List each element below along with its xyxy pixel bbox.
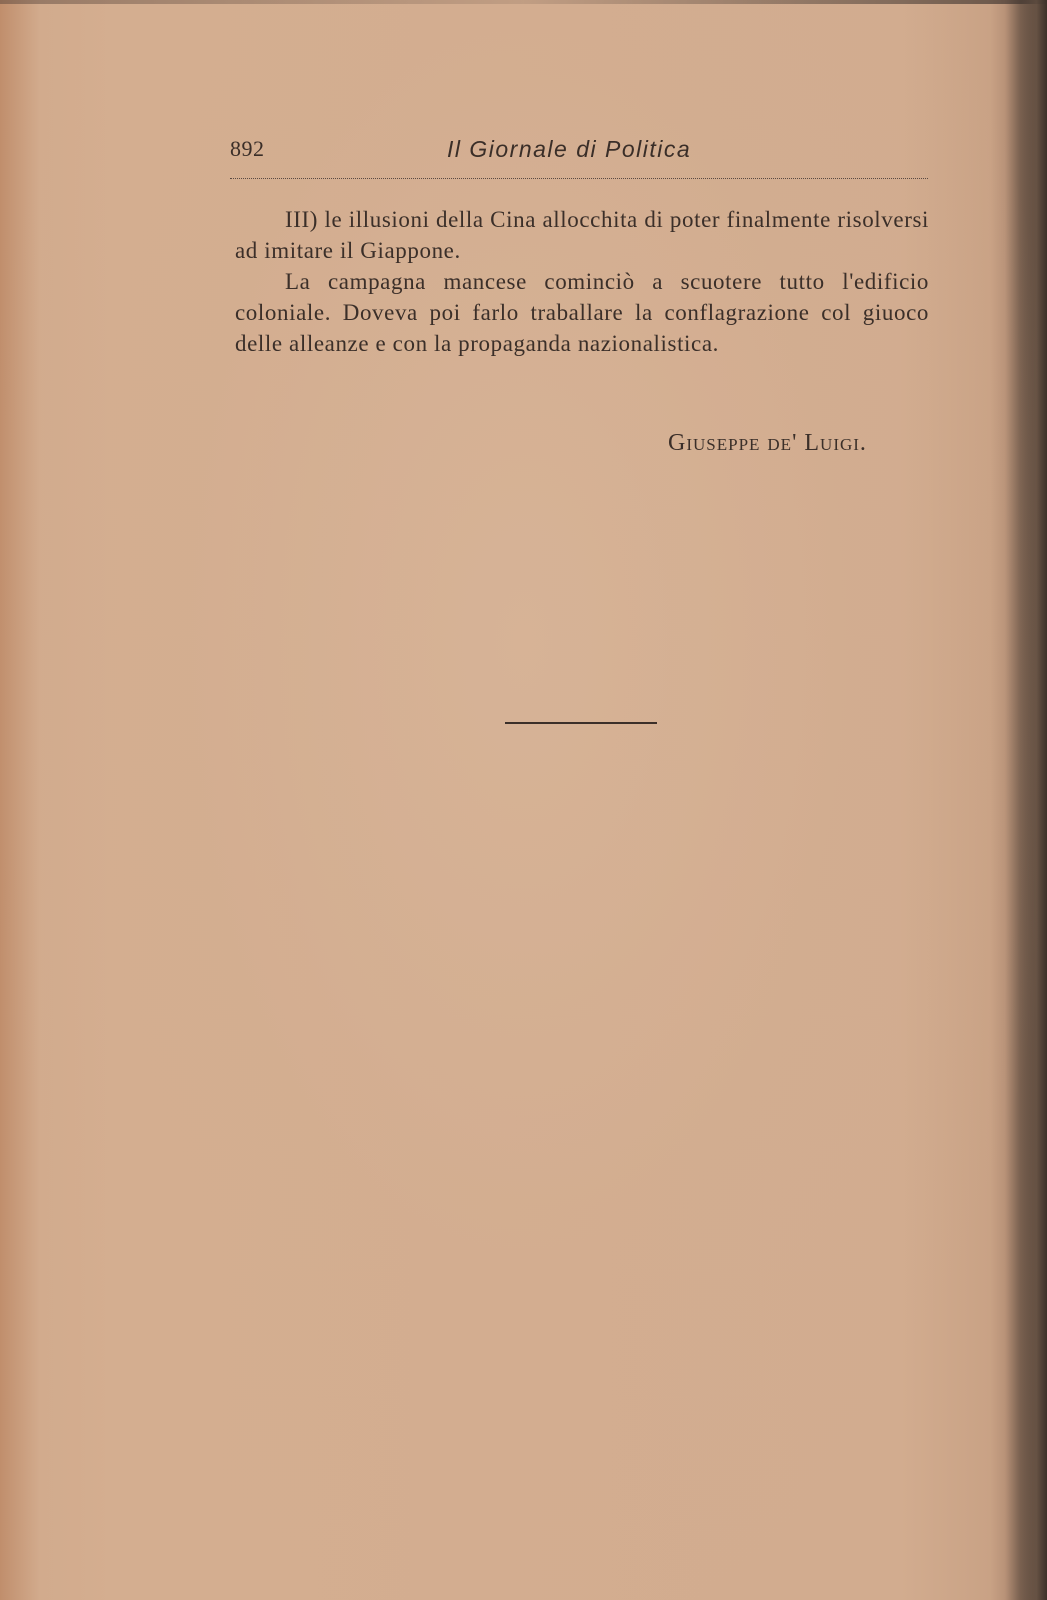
paragraph-2: La campagna mancese cominciò a scuotere tutto l'edificio coloniale. Doveva poi farlo traballare la conflagrazione col giuoco delle alleanze e con la propaganda nazionalistica. xyxy=(235,269,929,356)
header-dotted-rule xyxy=(230,178,928,179)
running-title: Il Giornale di Politica xyxy=(447,136,692,162)
article-end-rule xyxy=(505,722,657,724)
author-signature: Giuseppe de' Luigi. xyxy=(668,430,867,456)
running-header xyxy=(230,132,930,172)
article-body xyxy=(235,204,929,359)
page-top-edge xyxy=(0,0,1047,4)
page-binding-edge xyxy=(1021,0,1047,1600)
paragraph-1: III) le illusioni della Cina allocchita di poter finalmente risolversi ad imitare il Giappone. xyxy=(235,207,929,263)
page-number: 892 xyxy=(230,136,265,161)
